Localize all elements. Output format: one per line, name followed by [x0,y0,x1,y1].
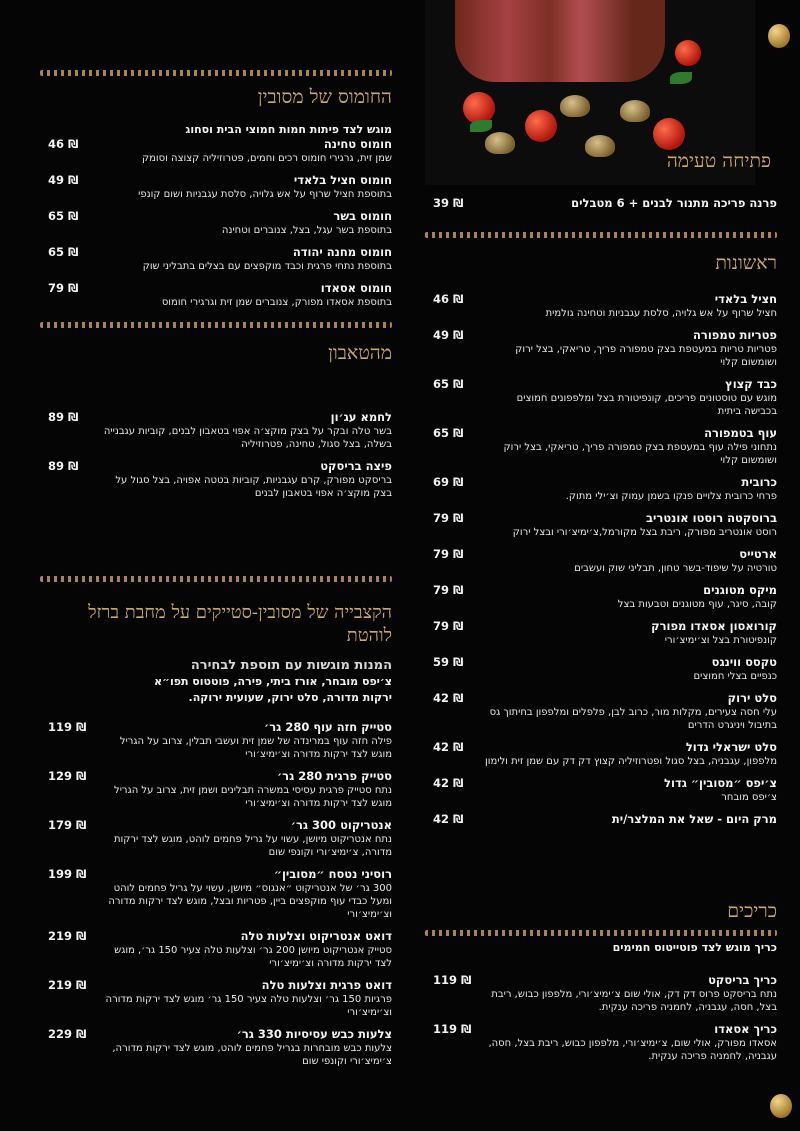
item-name: חציל בלאדי [714,291,777,306]
item-description: כנפיים בצלי חמוצים [693,670,777,682]
item-name: ברוסקטה רוסטו אונטריב [646,510,777,525]
item-price: 69 ₪ [433,474,464,489]
section-title: מהטאבון [328,342,392,364]
menu-item [425,426,777,467]
ornament-divider [425,232,777,238]
item-description: נתח בריסקט פרוס דק דק, אולי שום צ׳ימיצ׳ורי, מלפפון כבוש, ריבת בצל, חסה, עגבניה, לחמניה פריכה ענקית. [491,988,777,1013]
item-price: 219 ₪ [48,978,87,992]
corner-ornament [770,1094,792,1118]
item-name: לחמא עג׳ון [330,409,392,424]
item-description: צלעות כבש מובחרות בגריל פחמים לוהט, מוגש לצד ירקות מדורה, צ׳ימיצ׳ורי וקונפי שום [112,1043,392,1067]
item-name: חומוס מחנה יהודה [292,244,392,259]
item-price: 65 ₪ [433,425,464,440]
item-price: 49 ₪ [433,327,464,342]
item-name: חומוס חציל בלאדי [293,172,392,187]
item-description: פטריות טריות במעטפת בצק טמפורה פריך, טריאקי, בצל ירוק ושומשום קלוי [515,343,777,368]
item-description: נתח אנטריקוט מיושן, עשוי על גריל פחמים לוהט, מוגש לצד ירקות מדורה, צ׳ימיצ׳ורי וקונפי שום [113,834,392,858]
item-description: קונפיטורת בצל וצ׳ימיצ׳ורי [664,634,777,646]
tomato [653,118,685,150]
butchery-section [40,576,392,1076]
item-price: 89 ₪ [48,409,79,424]
section-note: כריך מוגש לצד פוטייטוס חמימים [612,940,777,954]
section-title: פתיחה טעימה [666,150,771,172]
item-description: בתוספת נתחי פרגית וכבד מוקפצים עם בצלים בתבליני שוק [142,260,392,272]
menu-item [425,691,777,732]
section-title: כריכים [727,900,777,922]
item-name: דואט פרגית וצלעות טלה [261,978,392,992]
item-name: סלט ישראלי גדול [685,739,777,754]
taboon-section [40,322,392,508]
item-name: כבד קצוץ [725,376,777,391]
sandwiches-section [425,900,777,1071]
item-description: אסאדו מפורק, אולי שום, צ׳ימיצ׳ורי, מלפפון כבוש, ריבת בצל, חסה, עגבניה, לחמניה פריכה ענקית. [488,1037,777,1062]
corner-ornament [768,24,790,48]
item-price: 119 ₪ [433,1021,472,1036]
item-price: 229 ₪ [48,1027,87,1041]
item-name: ארטייס [739,546,777,561]
menu-item [425,196,777,211]
item-price: 89 ₪ [48,458,79,473]
menu-item [40,173,392,201]
item-price: 59 ₪ [433,654,464,669]
item-price: 42 ₪ [433,690,464,705]
opening-section [425,150,777,219]
menu-item [425,973,777,1014]
section-note: מוגש לצד פיתות חמות חמוצי הבית וסחוג [185,122,392,136]
menu-item [40,245,392,273]
item-price: 39 ₪ [433,195,464,210]
item-price: 219 ₪ [48,929,87,943]
menu-item [425,292,777,320]
item-price: 42 ₪ [433,775,464,790]
item-name: רוסיני נטסח ״מסובין״ [273,867,392,881]
menu-item [40,209,392,237]
menu-item [40,410,392,451]
menu-item [40,1027,392,1068]
item-name: מרק היום - שאל את המלצר/ית [611,811,777,826]
item-description: טורטיה על שיפוד-בשר טחון, תבליני שוק ועשבים [574,562,777,574]
menu-item [40,459,392,500]
item-description: מוגש עם טוסטונים פריכים, קונפיטורת בצל ומלפפונים חמוצים בכבישה ביתית [516,392,777,417]
item-price: 79 ₪ [48,280,79,295]
menu-item [40,769,392,810]
item-price: 119 ₪ [48,720,87,734]
item-description: בריסקט מפורק, קרם עגבניות, קוביות בטטה אפויה, בצל סגול על בצק מוקצ׳ה אפוי בטאבון לבנים [115,474,392,499]
sliced-steak [455,0,665,82]
item-description: נתח סטייק פרגית עסיסי במשרה תבלינים ושמן זית, צרוב על הגריל מוגש לצד ירקות מדורה וצ׳ימיצ׳ורי [114,785,392,809]
menu-item [40,720,392,761]
herb-leaf [470,120,492,132]
item-name: דואט אנטריקוט וצלעות טלה [240,929,392,943]
item-description: סטייק אנטריקוט מיושן 200 גר׳ וצלעות טלה צעיר 150 גר׳, מוגש לצד ירקות מדורה וצ׳ימיצ׳ורי [114,945,392,969]
side-options: ירקות מדורה, סלט ירוק, שעועית ירוקה. [188,691,392,704]
item-name: חומוס אסאדו [320,280,392,295]
ornament-divider [40,576,392,582]
item-name: צלעות כבש עסיסיות 330 גר׳ [236,1027,392,1041]
item-name: חומוס בשר [333,208,392,223]
item-description: פרגיות 150 גר׳ וצלעות טלה צעיר 150 גר׳ מוגש לצד ירקות מדורה וצ׳ימיצ׳ורי [105,994,392,1018]
item-description: רוסט אונטריב מפורק, ריבת בצל מקורמל,צ׳ימיצ׳ורי ובצל ירוק [512,526,777,538]
menu-item [425,475,777,503]
mushroom [620,100,650,122]
item-price: 42 ₪ [433,739,464,754]
item-description: מלפפון, עגבניה, בצל סגול ופטרוזיליה קצוץ דק דק עם שמן זית ולימון [485,755,777,767]
item-name: כריך אסאדו [714,1021,777,1036]
item-price: 179 ₪ [48,818,87,832]
item-name: אנטריקוט 300 גר׳ [290,818,392,832]
item-description: צ׳יפס מובחר [721,791,777,803]
item-price: 65 ₪ [433,376,464,391]
menu-item [40,818,392,859]
item-description: שמן זית, גרגירי חומוס רכים וחמים, פטרוזיליה קצוצה וסומק [142,152,392,164]
item-name: כריך בריסקט [708,972,777,987]
menu-item [425,511,777,539]
item-description: עלי חסה צעירים, מקלות מור, כרוב לבן, פלפלים ומלפפון בחיתוך גס בתיבול ויניגרט הדרים [489,706,777,731]
item-name: פרנה פריכה מתנור לבנים + 6 מטבלים [571,195,777,210]
starters-section [425,232,777,835]
item-price: 129 ₪ [48,769,87,783]
menu-item [425,776,777,804]
side-options: צ׳יפס מובחר, אורז ביתי, פירה, פוטטוס תפו״א [154,675,392,688]
menu-item [425,812,777,827]
item-name: טקסס ווינגס [711,654,777,669]
item-price: 46 ₪ [433,291,464,306]
item-description: בתוספת חציל שרוף על אש גלויה, סלסת עגבניות ושום קונפי [138,188,392,200]
tomato [675,40,701,66]
item-description: חציל שרוף על אש גלויה, סלסת עגבניות וטחינה גולמית [545,307,777,319]
item-description: 300 גר׳ של אנטריקוט ״אנגוס״ מיושן, עשוי על גריל פחמים לוהט ומעל כבדי עוף מוקפצים ביין, פטריות ובצל, מוגש לצד ירקות מדורה וצ׳ימיצ׳ורי [108,883,392,920]
item-price: 199 ₪ [48,867,87,881]
item-description: פרחי כרובית צלויים פנקו בשמן עמוק וצ׳ילי מתוק. [565,490,777,502]
mushroom [560,95,590,117]
menu-item [425,583,777,611]
menu-item [425,619,777,647]
section-title: ראשונות [715,252,777,274]
menu-item [425,377,777,418]
menu-item [425,655,777,683]
item-price: 79 ₪ [433,618,464,633]
ornament-divider [425,930,777,936]
item-price: 79 ₪ [433,546,464,561]
menu-item [40,137,392,165]
item-name: סטייק פרגית 280 גר׳ [277,769,392,783]
section-title: החומוס של מסובין [257,86,392,108]
item-description: נתחוני פילה עוף במעטפת בצק טמפורה פריך, טריאקי, בצל ירוק ושומשום קלוי [503,441,777,466]
item-description: קובה, סיגר, עוף מטוגנים וטבעות בצל [617,598,777,610]
item-name: פיצה בריסקט [320,458,392,473]
section-title: הקצבייה של מסובין-סטייקים על מחבת ברזל לוהטת [88,602,392,646]
item-price: 119 ₪ [433,972,472,987]
item-description: בתוספת בשר עגל, בצל, צנוברים וטחינה [221,224,392,236]
section-subtitle: המנות מוגשות עם תוספת לבחירה [190,658,392,673]
item-price: 49 ₪ [48,172,79,187]
menu-item [425,328,777,369]
item-name: כרובית [741,474,777,489]
menu-item [425,740,777,768]
tomato [525,110,557,142]
item-price: 65 ₪ [48,244,79,259]
item-name: עוף בטמפורה [704,425,777,440]
menu-item [40,978,392,1019]
item-name: סטייק חזה עוף 280 גר׳ [264,720,392,734]
item-name: סלט ירוק [727,690,777,705]
ornament-divider [40,70,392,76]
herb-leaf [670,72,692,84]
item-description: בשר טלה ובקר על בצק מוקצ׳ה אפוי בטאבון לבנים, קוביות עגבנייה בשלה, בצל סגול, טחינה, פטרוזיליה [103,425,392,450]
item-description: בתוספת אסאדו מפורק, צנוברים שמן זית וגרגירי חומוס [161,296,392,308]
item-name: חומוס טחינה [323,136,392,151]
item-price: 42 ₪ [433,811,464,826]
hummus-section [40,70,392,317]
menu-item [40,929,392,970]
item-price: 65 ₪ [48,208,79,223]
item-price: 79 ₪ [433,582,464,597]
item-price: 79 ₪ [433,510,464,525]
item-name: פטריות טמפורה [693,327,777,342]
item-name: קורואסון אסאדו מפורק [651,618,777,633]
item-name: צ׳יפס ״מסובין״ גדול [664,775,777,790]
menu-item [425,1022,777,1063]
ornament-divider [40,322,392,328]
item-price: 46 ₪ [48,136,79,151]
menu-item [40,867,392,921]
item-description: פילה חזה עוף במרינדה של שמן זית ועשבי תבלין, צרוב על הגריל מוגש לצד ירקות מדורה וצ׳ימיצ׳ורי [119,736,392,760]
menu-item [40,281,392,309]
item-name: מיקס מטוגנים [703,582,777,597]
menu-item [425,547,777,575]
